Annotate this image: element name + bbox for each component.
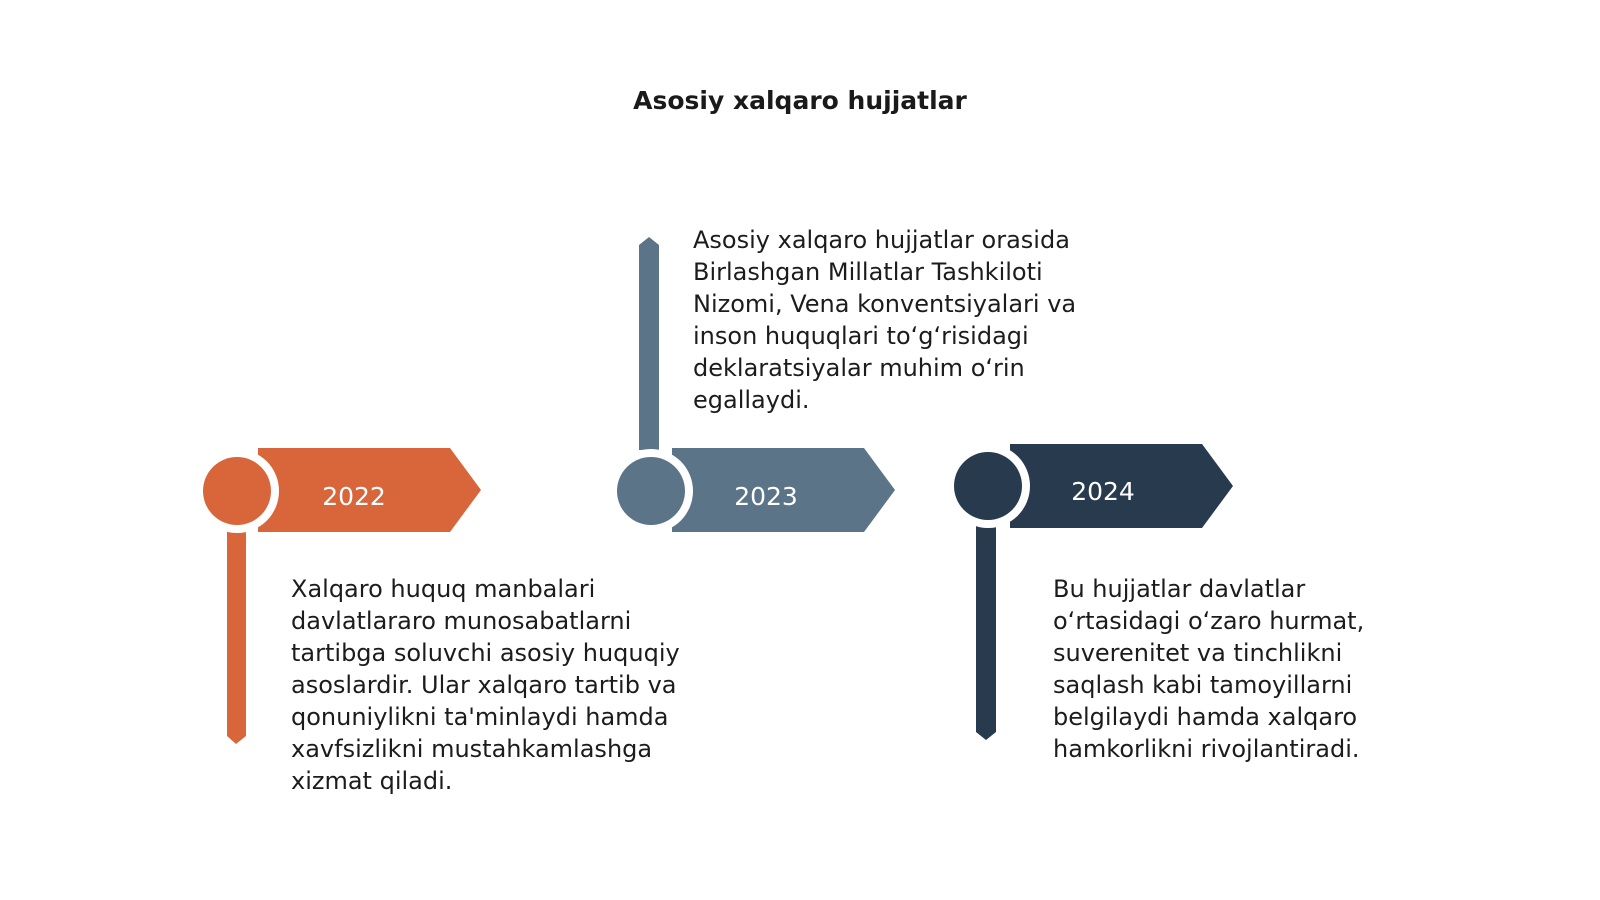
description-line: egallaydi. <box>693 386 810 414</box>
dot-2024 <box>954 452 1022 520</box>
dot-2022 <box>203 457 271 525</box>
description-line: asoslardir. Ular xalqaro tartib va <box>291 671 677 699</box>
stem-2022 <box>227 520 246 744</box>
stem-2023 <box>639 237 659 450</box>
description-line: inson huquqlari toʻgʻrisidagi <box>693 322 1029 350</box>
stem-2024 <box>976 520 996 740</box>
description-line: belgilaydi hamda xalqaro <box>1053 703 1358 731</box>
description-line: qonuniylikni ta'minlaydi hamda <box>291 703 669 731</box>
description-line: Bu hujjatlar davlatlar <box>1053 575 1306 603</box>
description-line: davlatlararo munosabatlarni <box>291 607 632 635</box>
description-line: deklaratsiyalar muhim oʻrin <box>693 354 1025 382</box>
year-label-2022: 2022 <box>322 482 386 511</box>
description-2022 <box>291 573 680 797</box>
dot-2023 <box>617 457 685 525</box>
description-line: suverenitet va tinchlikni <box>1053 639 1343 667</box>
description-2023 <box>693 224 1076 416</box>
description-2024 <box>1053 573 1364 765</box>
description-line: Nizomi, Vena konventsiyalari va <box>693 290 1077 318</box>
description-line: Asosiy xalqaro hujjatlar orasida <box>693 226 1070 254</box>
description-line: Xalqaro huquq manbalari <box>291 575 596 603</box>
description-line: tartibga soluvchi asosiy huquqiy <box>291 639 680 667</box>
description-line: oʻrtasidagi oʻzaro hurmat, <box>1053 607 1365 635</box>
description-line: Birlashgan Millatlar Tashkiloti <box>693 258 1043 286</box>
description-line: xavfsizlikni mustahkamlashga <box>291 735 653 763</box>
page-title: Asosiy xalqaro hujjatlar <box>633 86 967 115</box>
year-label-2024: 2024 <box>1071 477 1135 506</box>
description-line: xizmat qiladi. <box>291 767 453 795</box>
year-label-2023: 2023 <box>734 482 798 511</box>
description-line: hamkorlikni rivojlantiradi. <box>1053 735 1360 763</box>
description-line: saqlash kabi tamoyillarni <box>1053 671 1353 699</box>
